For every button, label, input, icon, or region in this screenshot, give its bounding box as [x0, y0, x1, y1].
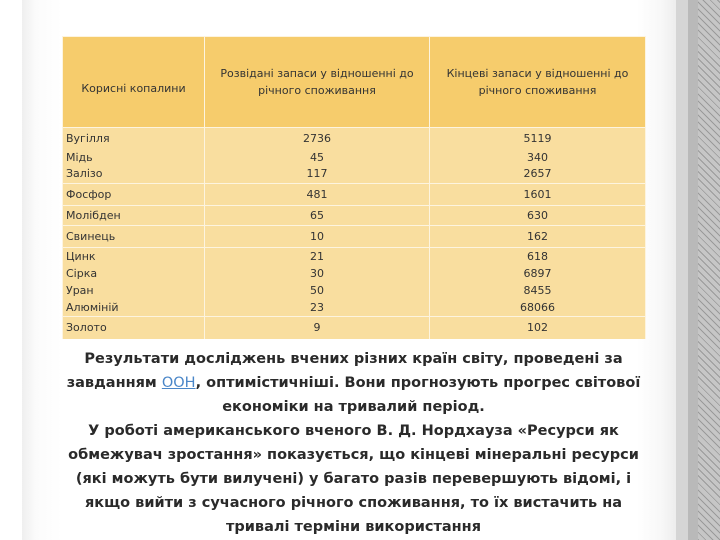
proven-value: 45: [205, 150, 430, 166]
table-row: [63, 184, 646, 206]
ultimate-value: 2657: [430, 166, 646, 184]
table-row: [63, 206, 646, 226]
ultimate-value: 630: [430, 206, 646, 226]
un-link[interactable]: ООН: [161, 375, 196, 391]
header-minerals: Корисні копалини: [63, 37, 205, 128]
table-row: [63, 317, 646, 339]
header-ultimate-reserves: Кінцеві запаси у відношенні до річного споживання: [430, 37, 646, 128]
mineral-name: Залізо: [63, 166, 205, 184]
caption-p1-end: , оптимістичніші. Вони прогнозують прогрес світової економіки на тривалий період.: [195, 375, 641, 415]
ultimate-value: 340: [430, 150, 646, 166]
mineral-name: Золото: [63, 317, 205, 339]
mineral-name: Мідь: [63, 150, 205, 166]
proven-value: 21: [205, 248, 430, 266]
proven-value: 2736: [205, 128, 430, 150]
proven-value: 9: [205, 317, 430, 339]
table-header-row: [63, 37, 646, 128]
ultimate-value: 6897: [430, 266, 646, 283]
decorative-edge: [676, 0, 720, 540]
proven-value: 65: [205, 206, 430, 226]
proven-value: 10: [205, 226, 430, 248]
mineral-name: Сірка: [63, 266, 205, 283]
ultimate-value: 8455: [430, 283, 646, 300]
mineral-name: Вугілля: [63, 128, 205, 150]
mineral-name: Уран: [63, 283, 205, 300]
mineral-name: Фосфор: [63, 184, 205, 206]
header-proven-reserves: Розвідані запаси у відношенні до річного споживання: [205, 37, 430, 128]
ultimate-value: 5119: [430, 128, 646, 150]
ultimate-value: 618: [430, 248, 646, 266]
ultimate-value: 102: [430, 317, 646, 339]
mineral-name: Алюміній: [63, 300, 205, 317]
table-row: [63, 166, 646, 184]
minerals-table: [62, 36, 646, 339]
table-row: [63, 266, 646, 283]
edge-bar: [676, 0, 688, 540]
proven-value: 481: [205, 184, 430, 206]
table-row: [63, 300, 646, 317]
proven-value: 23: [205, 300, 430, 317]
caption-paragraph-2: У роботі американського вченого В. Д. Нордхауза «Ресурси як обмежувач зростання» показується, що кінцеві мінеральні ресурси (які можуть бути вилучені) у багато разів перевершують відомі, і якщо вийти з сучасного річного споживання, то їх вистачить на тривалі терміни використання: [68, 423, 639, 535]
mineral-name: Цинк: [63, 248, 205, 266]
table-row: [63, 226, 646, 248]
edge-stripes: [698, 0, 720, 540]
proven-value: 50: [205, 283, 430, 300]
ultimate-value: 1601: [430, 184, 646, 206]
mineral-name: Молібден: [63, 206, 205, 226]
mineral-name: Свинець: [63, 226, 205, 248]
table-row: [63, 283, 646, 300]
ultimate-value: 68066: [430, 300, 646, 317]
table-row: [63, 248, 646, 266]
table-row: [63, 150, 646, 166]
caption-paragraph-1: [62, 347, 645, 419]
proven-value: 30: [205, 266, 430, 283]
caption-text: [62, 347, 645, 539]
table-row: [63, 128, 646, 150]
ultimate-value: 162: [430, 226, 646, 248]
proven-value: 117: [205, 166, 430, 184]
caption-p1-start: Результати досліджень вчених різних країн світу, проведені за завданням: [66, 351, 623, 391]
